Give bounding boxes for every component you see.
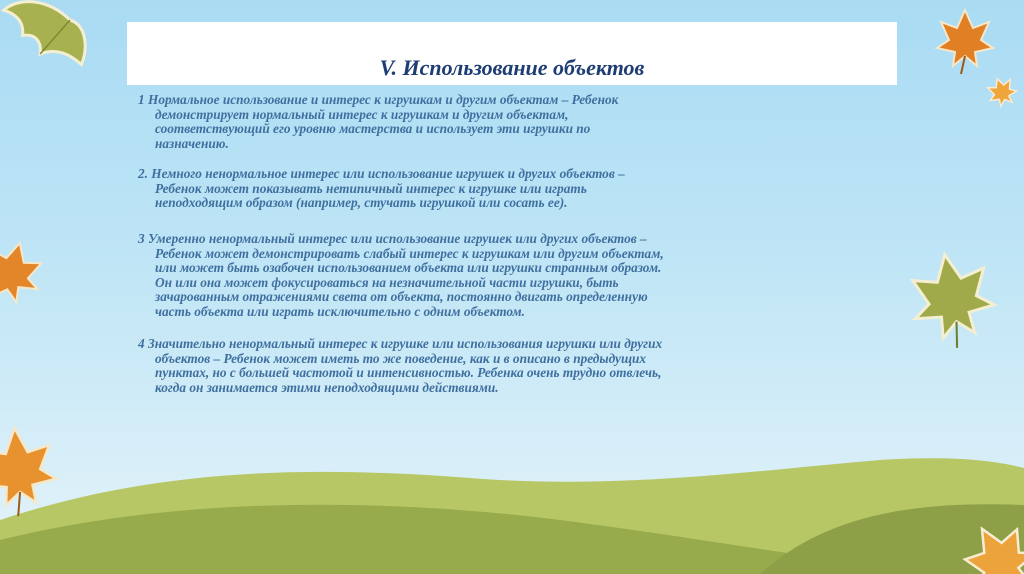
paragraph-line: объектов – Ребенок может иметь то же поведение, как и в описано в предыдущих — [155, 350, 647, 366]
paragraph-line: назначению. — [155, 135, 229, 151]
paragraph-line: 2. Немного ненормальное интерес или использование игрушек и других объектов – — [138, 166, 625, 181]
paragraph-line: демонстрирует нормальный интерес к игрушкам и другим объектам, — [155, 106, 569, 122]
leaf-orange-small-right — [984, 74, 1020, 109]
paragraph-line: соответствующий его уровню мастерства и использует эти игрушки по — [155, 121, 591, 137]
paragraph-line: Ребенок может показывать нетипичный интерес к игрушке или играть — [155, 180, 587, 196]
title-box — [127, 22, 897, 85]
paragraph-line: пунктах, но с большей частотой и интенсивностью. Ребенка очень трудно отвлечь, — [155, 365, 662, 381]
paragraph-3 — [138, 232, 868, 320]
paragraph-line: 1 Нормальное использование и интерес к игрушкам и другим объектам – Ребенок — [138, 92, 619, 107]
paragraph-line: зачарованным отражениями света от объекта, постоянно двигать определенную — [155, 289, 648, 305]
leaf-green-right — [905, 248, 1000, 354]
paragraph-line: или может быть озабочен использованием объекта или игрушки странным образом. — [155, 260, 662, 276]
paragraph-line: Ребенок может демонстрировать слабый интерес к игрушкам или другим объектам, — [155, 245, 664, 261]
paragraph-2 — [138, 167, 838, 211]
paragraph-line: Он или она может фокусироваться на незначительной части игрушки, быть — [155, 274, 619, 290]
paragraph-1 — [138, 93, 838, 151]
leaf-orange-top-right — [937, 10, 993, 74]
paragraph-line: 4 Значительно ненормальный интерес к игрушке или использования игрушки или других — [138, 336, 663, 351]
paragraph-line: когда он занимается этими неподходящими действиями. — [155, 379, 499, 395]
slide-title: V. Использование объектов — [379, 55, 645, 80]
leaf-green-top-left — [0, 0, 99, 77]
paragraph-line: неподходящим образом (например, стучать игрушкой или сосать ее). — [155, 195, 568, 211]
paragraph-line: 3 Умеренно ненормальный интерес или использование игрушек или других объектов – — [138, 231, 647, 246]
leaf-orange-left — [0, 236, 48, 307]
paragraph-4 — [138, 337, 868, 395]
paragraph-line: часть объекта или играть исключительно с одним объектом. — [155, 303, 525, 319]
